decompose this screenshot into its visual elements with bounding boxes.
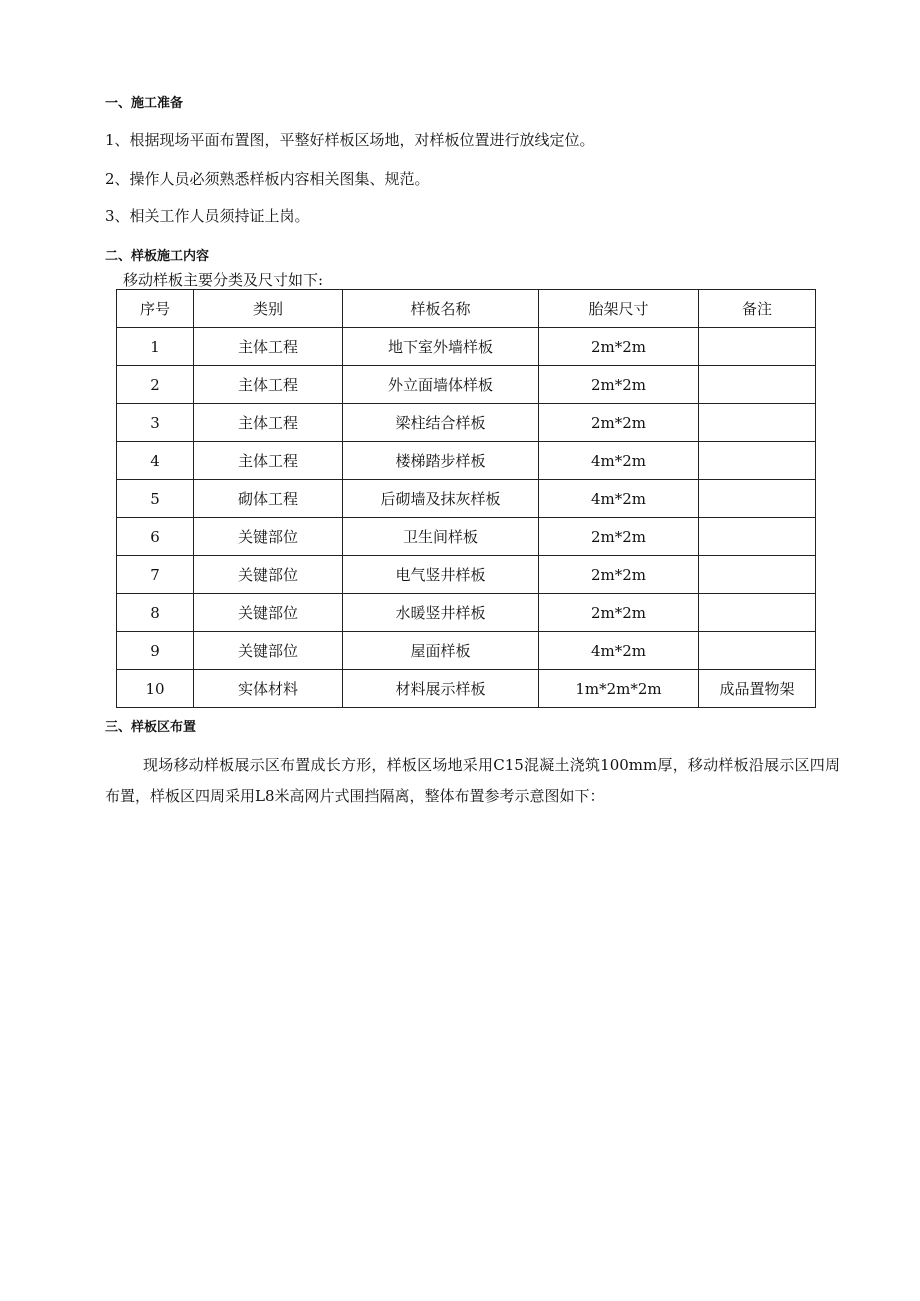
table-row	[117, 328, 816, 366]
preparation-item-3: 3、相关工作人员须持证上岗。	[105, 207, 310, 225]
cell-category: 砌体工程	[194, 480, 343, 518]
cell-index: 7	[117, 556, 194, 594]
cell-frame-size: 4m*2m	[539, 632, 699, 670]
cell-sample-name: 材料展示样板	[343, 670, 539, 708]
section-heading-sample-content: 二、样板施工内容	[105, 249, 210, 264]
table-row	[117, 518, 816, 556]
cell-sample-name: 电气竖井样板	[343, 556, 539, 594]
cell-frame-size: 2m*2m	[539, 594, 699, 632]
cell-frame-size: 2m*2m	[539, 366, 699, 404]
cell-frame-size: 4m*2m	[539, 442, 699, 480]
cell-frame-size: 2m*2m	[539, 556, 699, 594]
cell-remarks	[699, 518, 816, 556]
header-category: 类别	[194, 290, 343, 328]
cell-category: 关键部位	[194, 556, 343, 594]
table-row	[117, 556, 816, 594]
table-intro: 移动样板主要分类及尺寸如下:	[123, 271, 324, 289]
cell-frame-size: 2m*2m	[539, 328, 699, 366]
cell-frame-size: 2m*2m	[539, 404, 699, 442]
cell-category: 主体工程	[194, 404, 343, 442]
section-heading-layout: 三、样板区布置	[105, 720, 197, 735]
cell-category: 关键部位	[194, 594, 343, 632]
header-sample-name: 样板名称	[343, 290, 539, 328]
table-row	[117, 670, 816, 708]
cell-remarks	[699, 480, 816, 518]
cell-index: 5	[117, 480, 194, 518]
cell-index: 6	[117, 518, 194, 556]
cell-sample-name: 后砌墙及抹灰样板	[343, 480, 539, 518]
cell-sample-name: 卫生间样板	[343, 518, 539, 556]
header-remarks: 备注	[699, 290, 816, 328]
table-row	[117, 442, 816, 480]
table-header-row	[117, 290, 816, 328]
table-row	[117, 366, 816, 404]
cell-remarks	[699, 366, 816, 404]
cell-remarks	[699, 442, 816, 480]
cell-sample-name: 楼梯踏步样板	[343, 442, 539, 480]
cell-category: 关键部位	[194, 632, 343, 670]
cell-sample-name: 地下室外墙样板	[343, 328, 539, 366]
cell-remarks	[699, 328, 816, 366]
cell-category: 关键部位	[194, 518, 343, 556]
cell-remarks	[699, 404, 816, 442]
cell-remarks: 成品置物架	[699, 670, 816, 708]
table-row	[117, 594, 816, 632]
cell-frame-size: 4m*2m	[539, 480, 699, 518]
table-row	[117, 404, 816, 442]
cell-sample-name: 水暖竖井样板	[343, 594, 539, 632]
cell-remarks	[699, 594, 816, 632]
cell-category: 主体工程	[194, 328, 343, 366]
header-frame-size: 胎架尺寸	[539, 290, 699, 328]
cell-remarks	[699, 556, 816, 594]
cell-index: 8	[117, 594, 194, 632]
cell-index: 3	[117, 404, 194, 442]
cell-index: 10	[117, 670, 194, 708]
table-row	[117, 480, 816, 518]
cell-category: 主体工程	[194, 366, 343, 404]
cell-category: 实体材料	[194, 670, 343, 708]
cell-frame-size: 1m*2m*2m	[539, 670, 699, 708]
header-index: 序号	[117, 290, 194, 328]
cell-frame-size: 2m*2m	[539, 518, 699, 556]
cell-sample-name: 外立面墙体样板	[343, 366, 539, 404]
cell-sample-name: 梁柱结合样板	[343, 404, 539, 442]
table-row	[117, 632, 816, 670]
cell-index: 9	[117, 632, 194, 670]
cell-index: 2	[117, 366, 194, 404]
section-heading-preparation: 一、施工准备	[105, 96, 184, 111]
layout-description: 现场移动样板展示区布置成长方形，样板区场地采用C15混凝土浇筑100mm厚，移动样板沿展示区四周布置，样板区四周采用L8米高网片式围挡隔离，整体布置参考示意图如下：	[105, 756, 840, 805]
cell-index: 1	[117, 328, 194, 366]
cell-remarks	[699, 632, 816, 670]
preparation-item-1: 1、根据现场平面布置图，平整好样板区场地，对样板位置进行放线定位。	[105, 131, 595, 149]
cell-category: 主体工程	[194, 442, 343, 480]
sample-table	[116, 289, 816, 708]
cell-index: 4	[117, 442, 194, 480]
cell-sample-name: 屋面样板	[343, 632, 539, 670]
preparation-item-2: 2、操作人员必须熟悉样板内容相关图集、规范。	[105, 170, 430, 188]
